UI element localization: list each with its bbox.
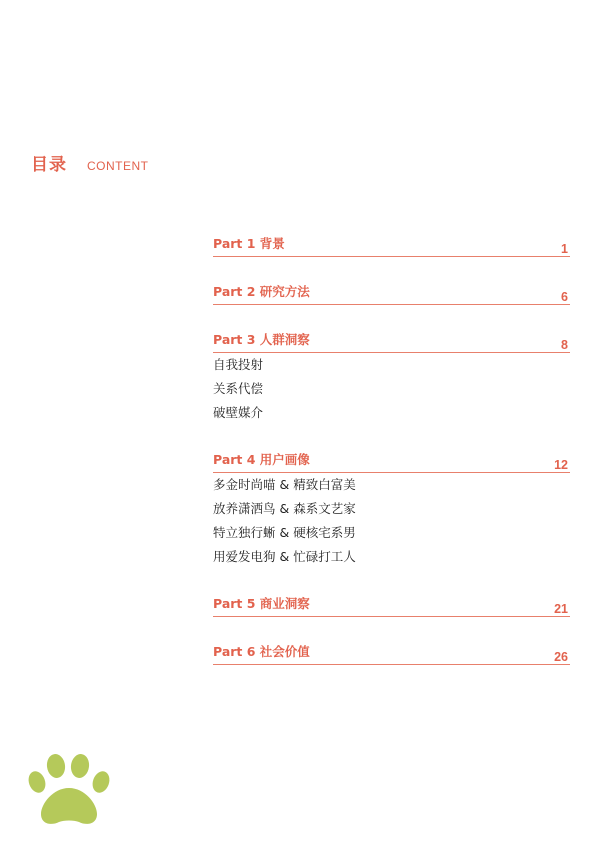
part-title: Part 4 用户画像 [213, 452, 310, 467]
page-number: 6 [561, 290, 568, 304]
part-title: Part 6 社会价值 [213, 644, 310, 659]
toc-part-row[interactable] [213, 594, 570, 617]
sub-item[interactable]: 多金时尚喵 & 精致白富美 [213, 477, 356, 492]
sub-item[interactable]: 破壁媒介 [213, 405, 264, 420]
part-title: Part 3 人群洞察 [213, 332, 310, 347]
toc-subtitle: CONTENT [87, 159, 149, 173]
page-number: 1 [561, 242, 568, 256]
toc-part-row[interactable] [213, 282, 570, 305]
sub-item[interactable]: 用爱发电狗 & 忙碌打工人 [213, 549, 356, 564]
toc-part-row[interactable] [213, 234, 570, 257]
toc-part-5 [213, 594, 570, 617]
sub-list [213, 473, 570, 569]
toc-part-row[interactable] [213, 642, 570, 665]
toc-part-6 [213, 642, 570, 665]
page-number: 26 [554, 650, 568, 664]
page-header [31, 150, 149, 175]
page-number: 21 [554, 602, 568, 616]
page-number: 12 [554, 458, 568, 472]
toc-part-row[interactable] [213, 450, 570, 473]
page-number: 8 [561, 338, 568, 352]
toc-title: 目录 [31, 155, 67, 175]
part-title: Part 5 商业洞察 [213, 596, 310, 611]
part-title: Part 1 背景 [213, 236, 285, 251]
toc-part-4 [213, 450, 570, 569]
paw-print-icon [27, 752, 113, 828]
sub-item[interactable]: 特立独行蜥 & 硬核宅系男 [213, 525, 356, 540]
sub-list [213, 353, 570, 425]
toc-part-row[interactable] [213, 330, 570, 353]
toc-part-2 [213, 282, 570, 305]
toc-part-1 [213, 234, 570, 257]
sub-item[interactable]: 放养潇洒鸟 & 森系文艺家 [213, 501, 356, 516]
sub-item[interactable]: 自我投射 [213, 357, 264, 372]
sub-item[interactable]: 关系代偿 [213, 381, 264, 396]
part-title: Part 2 研究方法 [213, 284, 310, 299]
toc-part-3 [213, 330, 570, 425]
